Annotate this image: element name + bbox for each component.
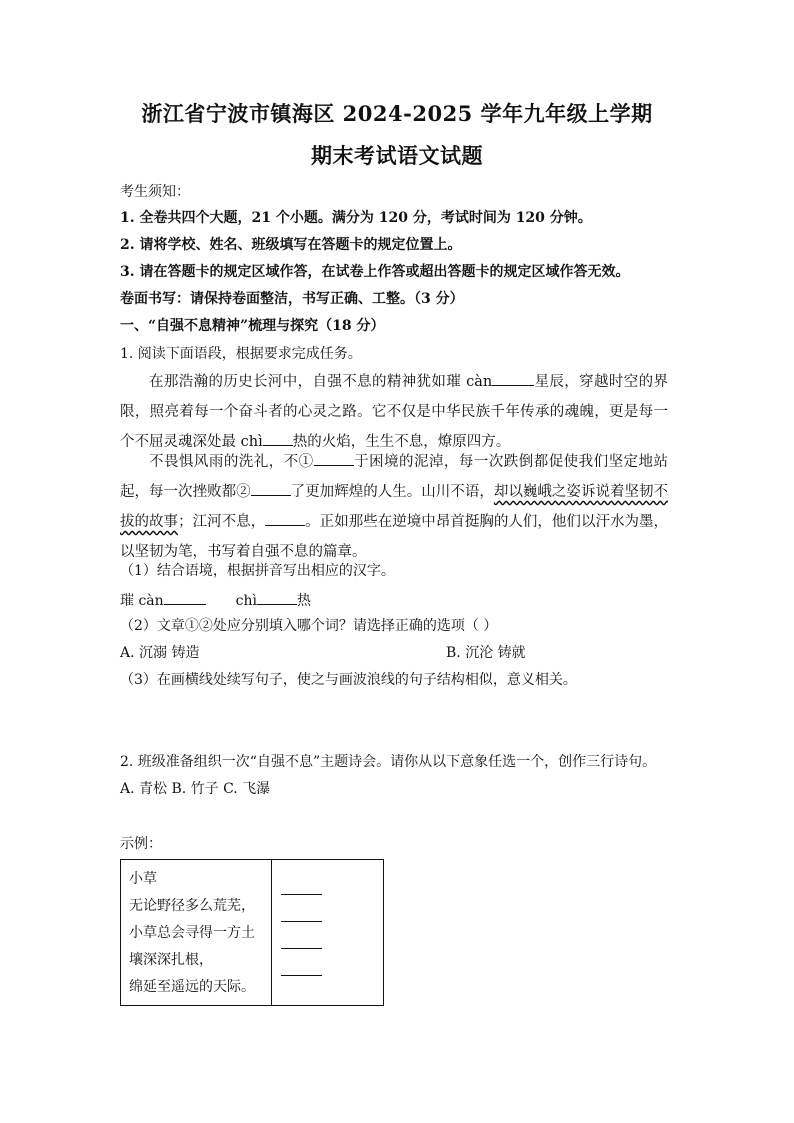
blank-continuation[interactable] bbox=[265, 511, 305, 526]
notice-item-2: 2. 请将学校、姓名、班级填写在答题卡的规定位置上。 bbox=[120, 237, 462, 253]
blank-2[interactable] bbox=[251, 481, 291, 496]
blank-1[interactable] bbox=[314, 451, 354, 466]
p1-text-b: 星辰，穿越时空的界限，照亮着每一个奋斗者的心灵之路。它不仅是中华民族千年传承的魂魄，更是每一个不屈灵魂深处最 chì bbox=[120, 374, 668, 450]
pinyin-row bbox=[120, 590, 680, 610]
blank-can[interactable] bbox=[492, 371, 534, 386]
option-a[interactable]: A. 沉溺 铸造 bbox=[120, 645, 200, 661]
q1-sub1: （1）结合语境，根据拼音写出相应的汉字。 bbox=[120, 563, 395, 579]
poem-answer-blank-3[interactable] bbox=[281, 948, 322, 949]
p2-text-e: 。正如那些在逆境中昂首挺胸的人们，他们以汗水为墨，以坚韧为笔，书写着自强不息的篇章。 bbox=[120, 514, 669, 560]
p1-text-c: 热的火焰，生生不息，燎原四方。 bbox=[292, 434, 511, 450]
section1-heading: 一、“自强不息精神”梳理与探究（18 分） bbox=[120, 318, 385, 334]
exam-title-line2: 期末考试语文试题 bbox=[311, 143, 483, 168]
q1-paragraph-1 bbox=[120, 367, 668, 457]
answer-chi-blank[interactable] bbox=[257, 590, 297, 605]
q2-prompt: 2. 班级准备组织一次“自强不息”主题诗会。请你从以下意象任选一个，创作三行诗句。 bbox=[120, 754, 657, 770]
poem-line-2: 无论野径多么荒芜， bbox=[129, 898, 255, 914]
p2-text-b: 于困境的泥淖，每一次跌倒都促使我们坚定地站起，每一次挫败都② bbox=[120, 454, 668, 500]
pinyin-chi-tail: 热 bbox=[297, 593, 311, 609]
option-b[interactable]: B. 沉沦 铸就 bbox=[446, 645, 526, 661]
q1-paragraph-2 bbox=[120, 447, 668, 567]
notice-heading: 考生须知： bbox=[120, 184, 190, 200]
pinyin-can-label: 璀 càn bbox=[120, 593, 164, 609]
p2-text-c: 了更加辉煌的人生。山川不语， bbox=[290, 484, 494, 500]
poem-answer-cell[interactable] bbox=[272, 860, 383, 1005]
handwriting-note: 卷面书写：请保持卷面整洁，书写正确、工整。（3 分） bbox=[120, 291, 464, 307]
notice-item-3: 3. 请在答题卡的规定区域作答，在试卷上作答或超出答题卡的规定区域作答无效。 bbox=[120, 264, 630, 280]
poem-line-5: 绵延至遥远的天际。 bbox=[129, 979, 255, 995]
p2-text-a: 不畏惧风雨的洗礼，不① bbox=[149, 454, 314, 470]
blank-chi[interactable] bbox=[263, 431, 293, 446]
poem-answer-blank-1[interactable] bbox=[281, 894, 322, 895]
q1-sub3: （3）在画横线处续写句子，使之与画波浪线的句子结构相似，意义相关。 bbox=[120, 672, 577, 688]
poem-line-4: 壤深深扎根， bbox=[129, 952, 213, 968]
exam-title-line1: 浙江省宁波市镇海区 2024-2025 学年九年级上学期 bbox=[141, 101, 653, 126]
poem-table bbox=[120, 859, 384, 1006]
p2-text-d: ；江河不息， bbox=[178, 514, 266, 530]
notice-item-1: 1. 全卷共四个大题，21 个小题。满分为 120 分，考试时间为 120 分钟。 bbox=[120, 210, 592, 226]
p1-text-a: 在那浩瀚的历史长河中，自强不息的精神犹如璀 càn bbox=[149, 374, 493, 390]
q2-options: A. 青松 B. 竹子 C. 飞瀑 bbox=[120, 781, 271, 797]
wavy-sentence: 却以巍峨之姿诉说着坚韧不拔的故事 bbox=[120, 484, 669, 530]
poem-example-cell bbox=[121, 860, 272, 1005]
poem-line-3: 小草总会寻得一方土 bbox=[129, 925, 255, 941]
poem-line-1: 小草 bbox=[129, 871, 157, 887]
poem-answer-blank-4[interactable] bbox=[281, 975, 322, 976]
example-label: 示例： bbox=[120, 836, 162, 852]
poem-answer-blank-2[interactable] bbox=[281, 921, 322, 922]
pinyin-chi-label: chì bbox=[235, 593, 257, 609]
q1-prompt: 1. 阅读下面语段，根据要求完成任务。 bbox=[120, 346, 362, 362]
answer-can-blank[interactable] bbox=[164, 590, 206, 605]
q1-sub2: （2）文章①②处应分别填入哪个词？请选择正确的选项（ ） bbox=[120, 618, 498, 634]
